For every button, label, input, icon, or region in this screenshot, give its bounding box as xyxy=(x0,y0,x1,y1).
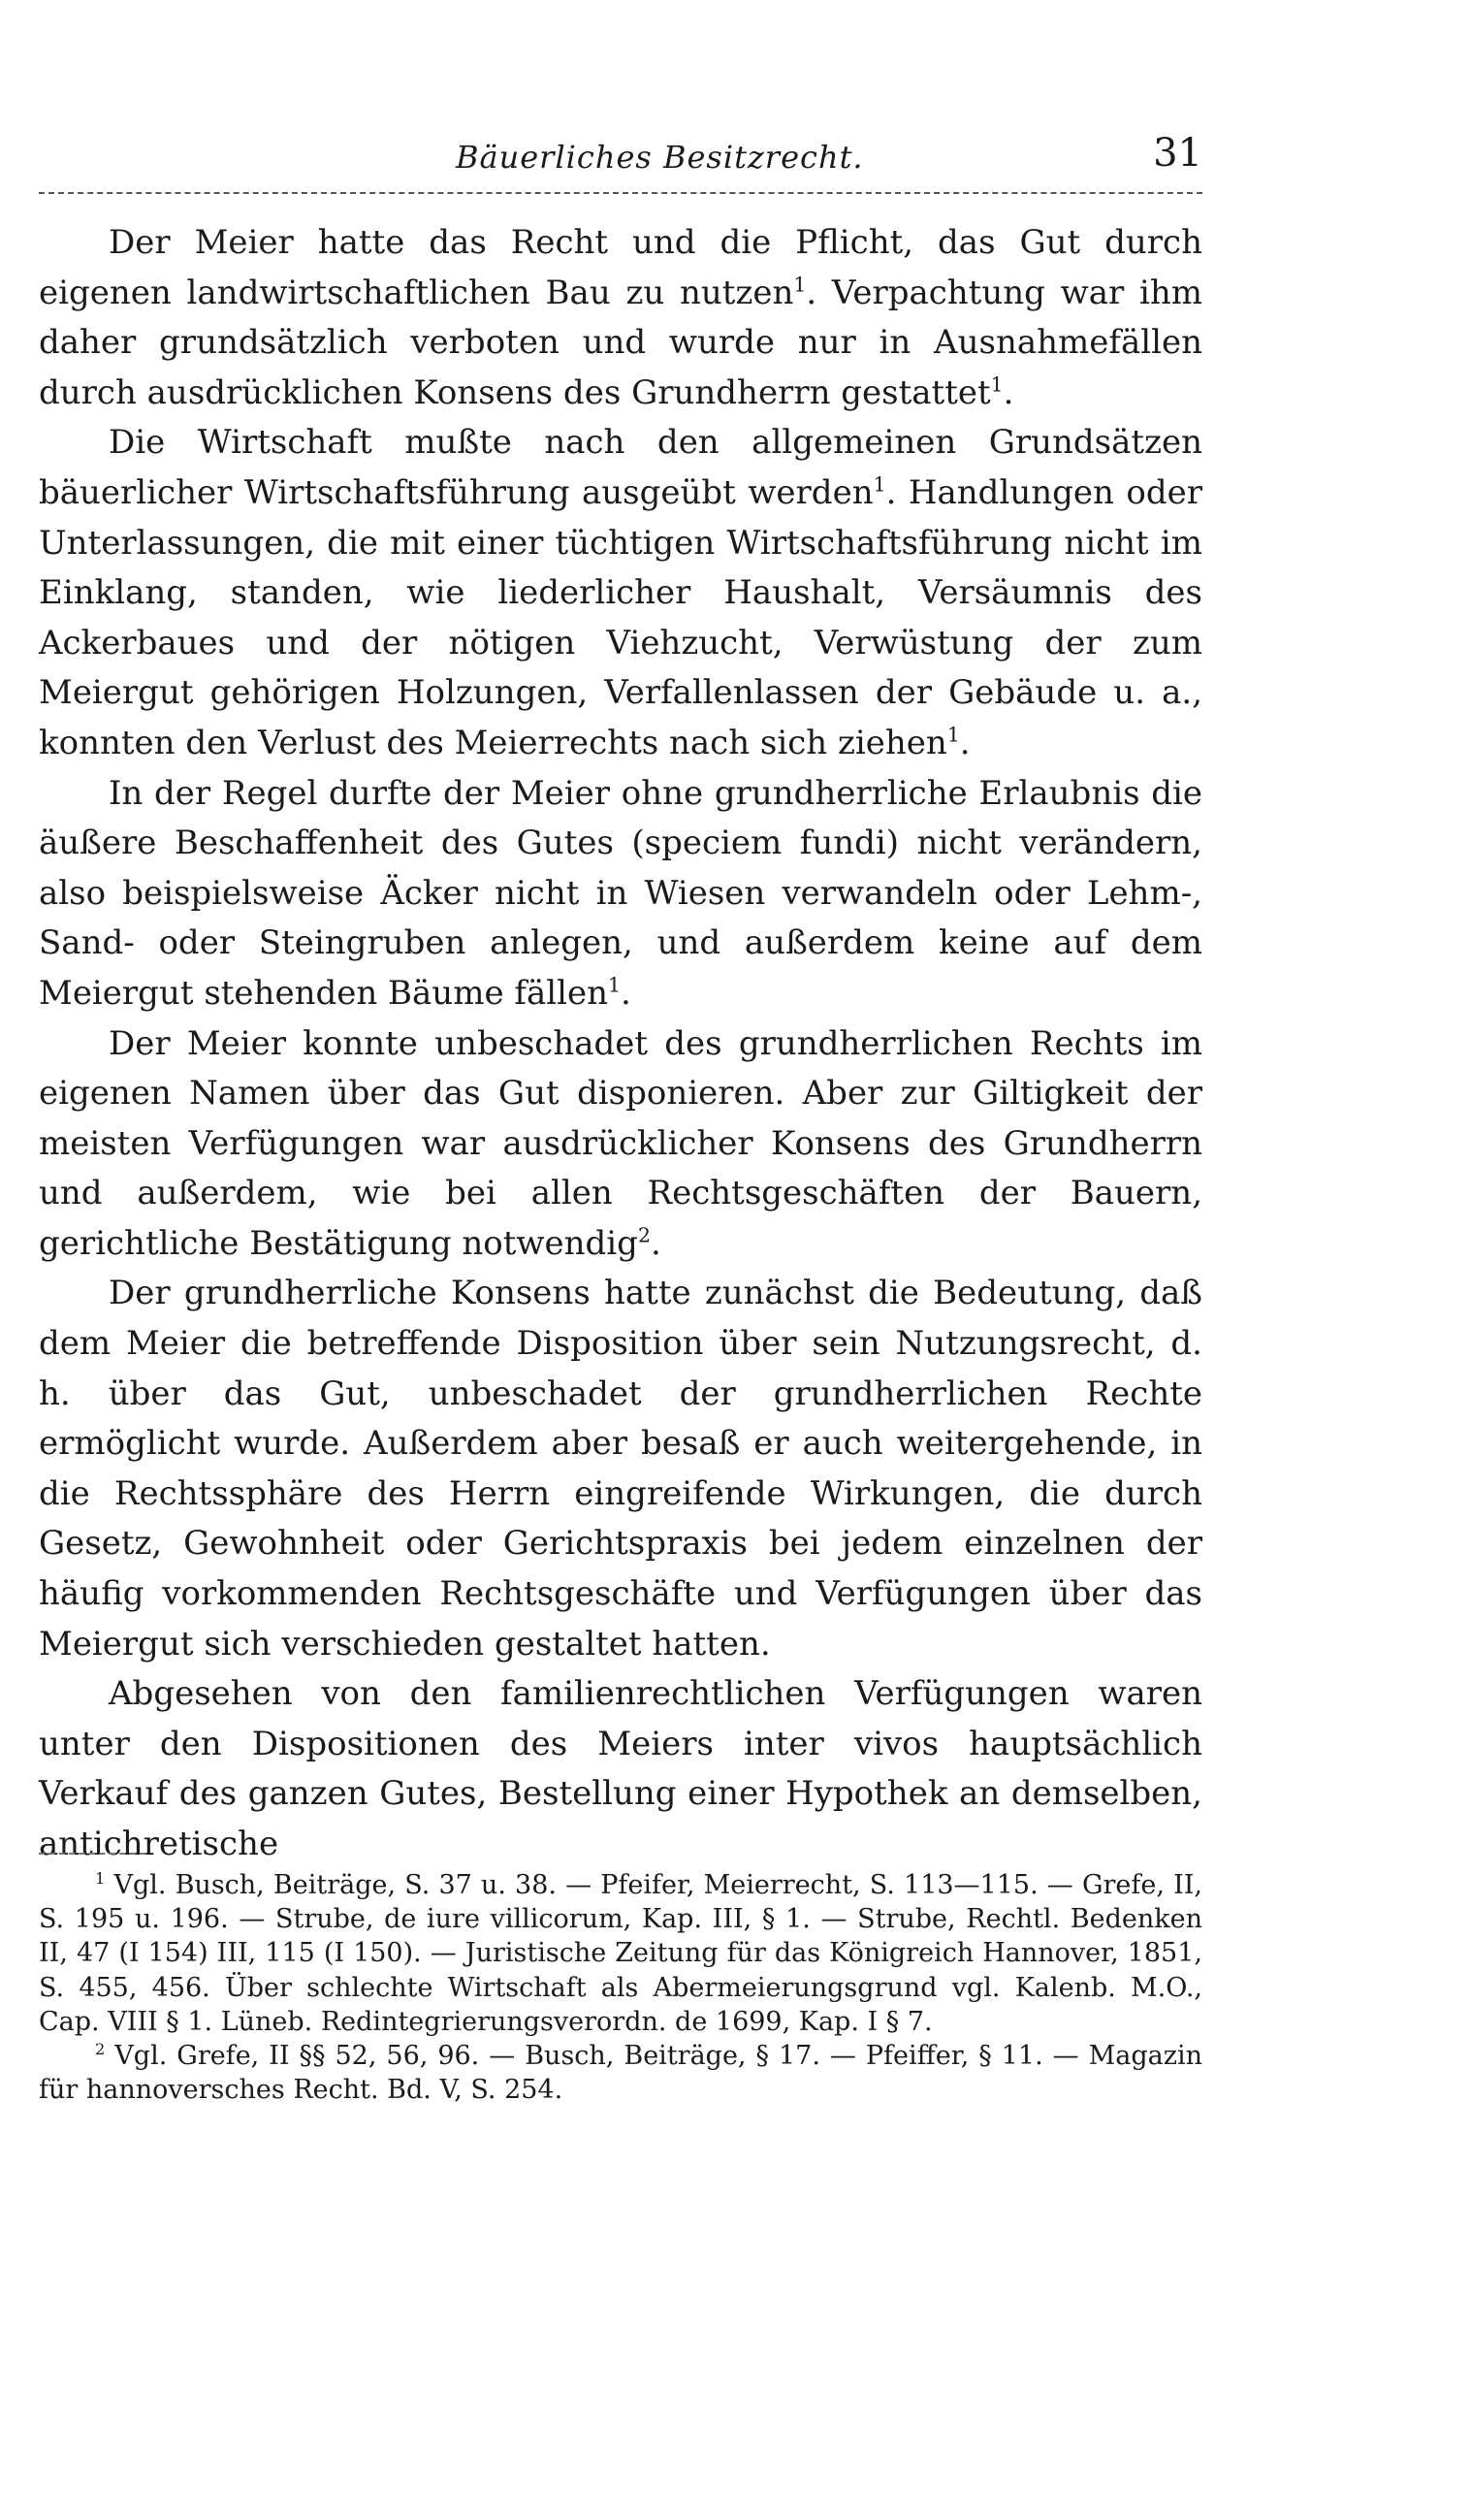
footnote-ref: 2 xyxy=(637,1223,651,1247)
paragraph: Abgesehen von den familienrechtlichen Verfügungen waren unter den Dispositionen des Meiers inter vivos hauptsächlich Verkauf des ganzen Gutes, Bestellung einer Hypothek an demselben, antichretische xyxy=(39,1674,1202,1863)
footnote: $^1$ Vgl. Busch, Beiträge, S. 37 u. 38. — Pfeifer, Meierrecht, S. 113—115. — Grefe, II, S. 195 u. 196. — Strube, de iure villicorum, Kap. III, § 1. — Strube, Rechtl. Bedenken II, 47 (I 154) III, 115 (I 150). — Juristische Zeitung für das Königreich Hannover, 1851, S. 455, 456. Über schlechte Wirtschaft als Abermeierungsgrund vgl. Kalenb. M.O., Cap. VIII § 1. Lüneb. Redintegrierungsverordn. de 1699, Kap. I § 7. xyxy=(39,1869,1202,2037)
header-rule xyxy=(39,192,1202,194)
footnote-ref: 1 xyxy=(608,973,621,997)
footnotes xyxy=(39,1868,1202,2107)
footnote-ref: 1 xyxy=(793,273,807,297)
footnote-marker: 1 xyxy=(95,1869,106,1888)
paragraph: Der Meier hatte das Recht und die Pflicht, das Gut durch eigenen landwirtschaftlichen Bau zu nutzen$^1$. Verpachtung war ihm daher grundsätzlich verboten und wurde nur in Ausnahmefällen durch ausdrücklichen Konsens des Grundherrn gestattet$^1$. xyxy=(39,223,1202,412)
paragraph: Der grundherrliche Konsens hatte zunächst die Bedeutung, daß dem Meier die betreffende Disposition über sein Nutzungsrecht, d. h. über das Gut, unbeschadet der grundherrlichen Rechte ermöglicht wurde. Außerdem aber besaß er auch weitergehende, in die Rechtssphäre des Herrn eingreifende Wirkungen, die durch Gesetz, Gewohnheit oder Gerichtspraxis bei jedem einzelnen der häufig vorkommenden Rechtsgeschäfte und Verfügungen über das Meiergut sich verschieden gestaltet hatten. xyxy=(39,1274,1202,1664)
footnote: $^2$ Vgl. Grefe, II §§ 52, 56, 96. — Busch, Beiträge, § 17. — Pfeiffer, § 11. — Magazin für hannoversches Recht. Bd. V, S. 254. xyxy=(39,2040,1202,2106)
footnote-ref: 1 xyxy=(990,372,1004,397)
footnote-ref: 1 xyxy=(873,472,886,497)
paragraph: In der Regel durfte der Meier ohne grundherrliche Erlaubnis die äußere Beschaffenheit des Gutes (speciem fundi) nicht verändern, also beispielsweise Äcker nicht in Wiesen verwandeln oder Lehm-, Sand- oder Steingruben anlegen, und außerdem keine auf dem Meiergut stehenden Bäume fällen$^1$. xyxy=(39,773,1202,1013)
main-text xyxy=(39,218,1202,1870)
page-number: 31 xyxy=(1153,131,1202,176)
footnote-ref: 1 xyxy=(946,723,960,747)
footnote-marker: 2 xyxy=(95,2040,106,2059)
page-header xyxy=(39,131,1202,189)
running-title: Bäuerliches Besitzrecht. xyxy=(456,139,864,176)
paragraph: Der Meier konnte unbeschadet des grundherrlichen Rechts im eigenen Namen über das Gut disponieren. Aber zur Giltigkeit der meisten Verfügungen war ausdrücklicher Konsens des Grundherrn und außerdem, wie bei allen Rechtsgeschäften der Bauern, gerichtliche Bestätigung notwendig$^2$. xyxy=(39,1023,1202,1263)
footnote-rule xyxy=(39,1853,145,1855)
paragraph: Die Wirtschaft mußte nach den allgemeinen Grundsätzen bäuerlicher Wirtschaftsführung ausgeübt werden$^1$. Handlungen oder Unterlassungen, die mit einer tüchtigen Wirtschaftsführung nicht im Einklang, standen, wie liederlicher Haushalt, Versäumnis des Ackerbaues und der nötigen Viehzucht, Verwüstung der zum Meiergut gehörigen Holzungen, Verfallenlassen der Gebäude u. a., konnten den Verlust des Meierrechts nach sich ziehen$^1$. xyxy=(39,423,1202,762)
